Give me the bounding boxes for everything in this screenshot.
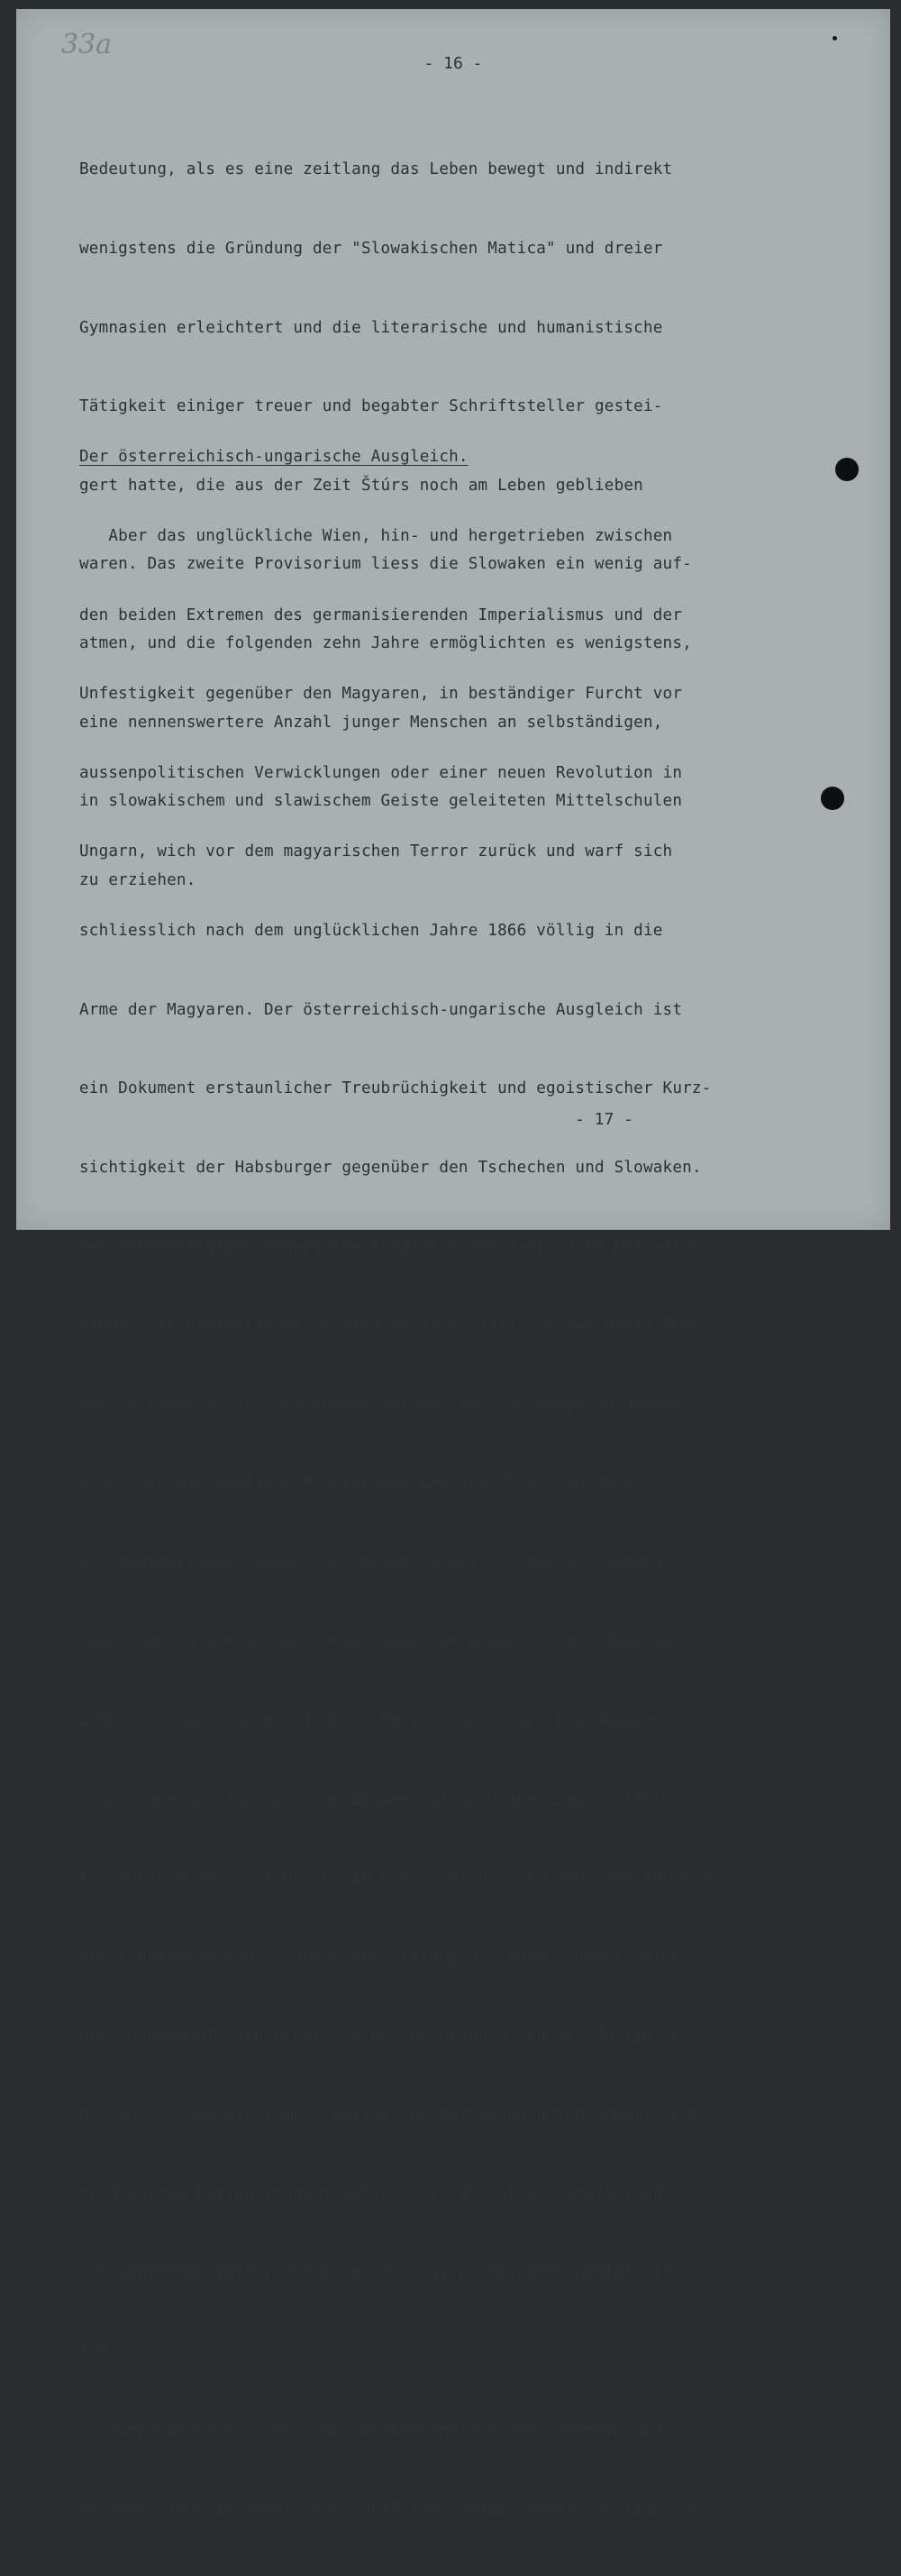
text-line: prüfen, ersann die famose Definition der sogenannten ungarischen bbox=[79, 2106, 702, 2125]
handwritten-page-mark: 33a bbox=[61, 29, 113, 60]
text-line: politischen Nation (magyar nemzet), zu der alle Einzelpersonen bbox=[79, 2184, 683, 2203]
text-line: Unfestigkeit gegenüber den Magyaren, in beständiger Furcht vor bbox=[79, 685, 683, 704]
text-line: atmen, und die folgenden zehn Jahre ermöglichten es wenigstens, bbox=[79, 634, 692, 653]
page-number-bottom: - 17 - bbox=[575, 1110, 634, 1129]
text-line: Bedeutung, als es eine zeitlang das Leben bewegt und indirekt bbox=[79, 160, 673, 179]
punch-hole bbox=[821, 787, 844, 810]
text-line: sia in Angst um ihr Erbe Unterstützung bei den Magyaren gewann, bbox=[79, 1395, 692, 1414]
text-line: ten. bbox=[79, 2343, 119, 2362]
text-line: Ungarn, wich vor dem magyarischen Terror zurück und warf sich bbox=[79, 842, 673, 861]
text-line: wenigstens die Gründung der "Slowakischen Matica" und dreier bbox=[79, 240, 663, 259]
text-line: eine nennenswertere Anzahl junger Menschen an selbständigen, bbox=[79, 713, 663, 732]
text-line: ein Dokument erstaunlicher Treubrüchigkeit und egoistischer Kurz- bbox=[79, 1079, 712, 1098]
text-line: sichtigkeit der Habsburger gegenüber den Tschechen und Slowaken. bbox=[79, 1158, 702, 1177]
text-line: den beiden Extremen des germanisierenden Imperialismus und der bbox=[79, 605, 683, 624]
text-line: schliesslich nach dem unglücklichen Jahre 1866 völlig in die bbox=[79, 922, 663, 941]
text-line: Der Landtagsausschuss unter Vermittlung des Barons Josef Eötvös, bbox=[79, 1947, 702, 1966]
text-line: waren. Das zweite Provisorium liess die Slowaken ein wenig auf- bbox=[79, 555, 692, 574]
section-heading: Der österreichisch-ungarische Ausgleich. bbox=[79, 448, 469, 467]
text-line: lei Formeln aus, mit denen sie die Nichtmagyaren täuschen könnten. bbox=[79, 1869, 722, 1888]
text-line: Aber das unglückliche Wien, hin- und hergetrieben zwischen bbox=[79, 527, 673, 546]
text-line: in slowakischem und slawischem Geiste geleiteten Mittelschulen bbox=[79, 792, 683, 811]
text-line: Durch diese Fiktion, die anscheinend von Deák stammte und bbox=[79, 2421, 663, 2440]
text-line: Der österreichisch-ungarische Ausgleich vom Jahre 1867 hat aller- bbox=[79, 1237, 712, 1256]
text-line: der dualistischen Regierung vermehrte und anerkannte. (Rappant: bbox=[79, 1552, 692, 1571]
text-line: aussenpolitischen Verwicklungen oder einer neuen Revolution in bbox=[79, 763, 683, 782]
text-line: selbst und dachten schon zu Beginn der sechziger Jahre aller- bbox=[79, 1789, 673, 1808]
text-line: im Jahre 1868 im Gesetz Art. XLIV legalisiert wurde, wollten sie bbox=[79, 2500, 702, 2519]
text-line: Arme der Magyaren. Der österreichisch-ungarische Ausgleich ist bbox=[79, 1000, 683, 1019]
text-line: dings sein historisches Vorbild im Jahre 1741, in dem Maria There- bbox=[79, 1316, 722, 1335]
page-number-top: - 16 - bbox=[423, 54, 483, 73]
text-line: der ausgesandt worden war, um das Memorandum von St. Martin zu bbox=[79, 2026, 683, 2045]
text-line: Tätigkeit einiger treuer und begabter Schriftsteller gestei- bbox=[79, 397, 663, 416]
text-line: 1790", "Prúdy" Jahrg. VI-366.) Politik empfanden die Magyaren bbox=[79, 1711, 673, 1730]
document-page bbox=[16, 9, 890, 2519]
text-line: und einzelnen Völker gehörten, die auf ungarischem Gebiete leb- bbox=[79, 2263, 692, 2282]
text-line: "Beiträge zu den Sprachverhältnissen in Ungarn in der Zeit vor bbox=[79, 1632, 683, 1651]
section-2 bbox=[79, 392, 800, 2576]
text-line: zu erziehen. bbox=[79, 870, 196, 889]
text-line: gert hatte, die aus der Zeit Štúrs noch am Leben geblieben bbox=[79, 476, 643, 495]
punch-hole bbox=[835, 458, 859, 481]
ink-dot bbox=[833, 36, 837, 41]
text-line: denen sie die adeligen Privilegien und die alten Gebräuche bbox=[79, 1474, 643, 1493]
text-line: Gymnasien erleichtert und die literarische und humanistische bbox=[79, 318, 663, 337]
